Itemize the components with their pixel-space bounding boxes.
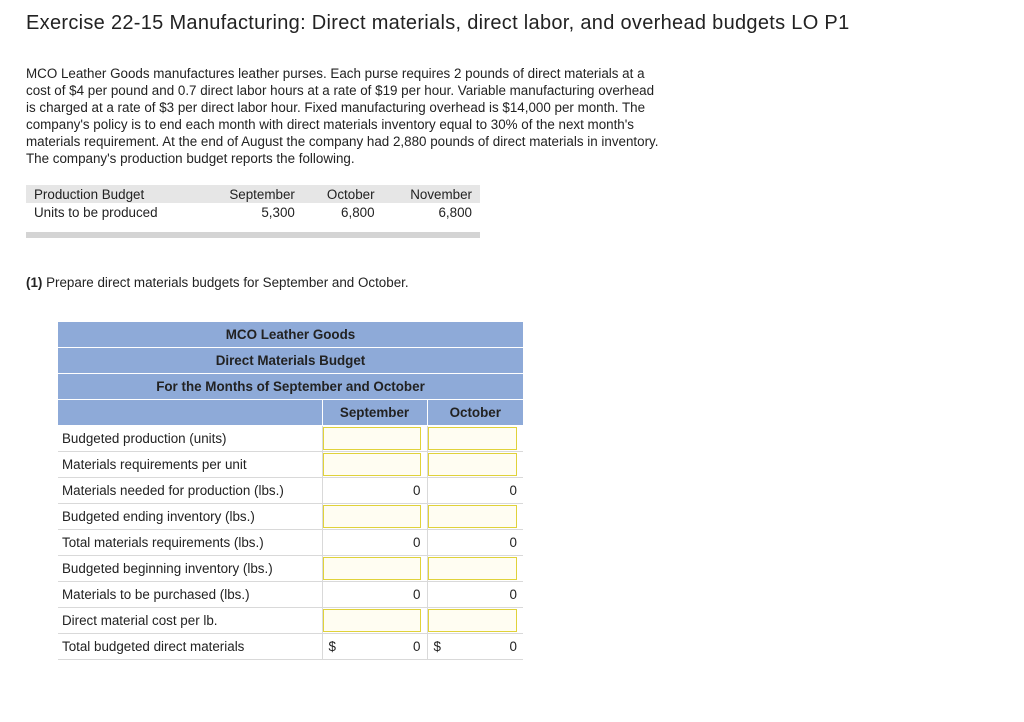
problem-line: is charged at a rate of $3 per direct labor hour. Fixed manufacturing overhead is $14,000 per month. The: [26, 100, 646, 115]
materials-needed-oct-value: 0: [427, 478, 523, 504]
problem-line: company's policy is to end each month with direct materials inventory equal to 30% of the next month's: [26, 117, 635, 132]
budget-row: [58, 530, 523, 556]
col-november: November: [383, 185, 480, 203]
budget-company: MCO Leather Goods: [58, 322, 523, 348]
total-direct-materials-oct: [427, 634, 523, 660]
input-cell[interactable]: [322, 608, 427, 634]
input-cell[interactable]: [427, 504, 523, 530]
blank-header: [58, 400, 322, 426]
ending-inventory-oct-input[interactable]: [428, 505, 518, 528]
materials-purchased-sep-value: 0: [322, 582, 427, 608]
row-label: Materials requirements per unit: [58, 452, 322, 478]
units-october: 6,800: [303, 203, 383, 235]
currency-symbol: $: [328, 639, 336, 654]
input-cell[interactable]: [427, 556, 523, 582]
budgeted-production-sep-input[interactable]: [323, 427, 421, 450]
budget-row: [58, 634, 523, 660]
input-cell[interactable]: [427, 608, 523, 634]
question-number: (1): [26, 275, 43, 290]
ending-inventory-sep-input[interactable]: [323, 505, 421, 528]
direct-materials-budget-table: [58, 322, 523, 660]
input-cell[interactable]: [322, 426, 427, 452]
total-direct-materials-sep: [322, 634, 427, 660]
units-row: [26, 203, 480, 235]
row-label: Budgeted ending inventory (lbs.): [58, 504, 322, 530]
total-requirements-sep-value: 0: [322, 530, 427, 556]
total-requirements-oct-value: 0: [427, 530, 523, 556]
problem-line: materials requirement. At the end of August the company had 2,880 pounds of direct materials in inventory.: [26, 134, 659, 149]
col-header-september: September: [322, 400, 427, 426]
exercise-title: Exercise 22-15 Manufacturing: Direct materials, direct labor, and overhead budgets LO P1: [26, 12, 850, 34]
currency-symbol: $: [433, 639, 441, 654]
units-label: Units to be produced: [26, 203, 201, 235]
budget-row: [58, 556, 523, 582]
total-direct-materials-sep-value: 0: [413, 639, 421, 654]
production-budget-table: [26, 185, 480, 238]
col-october: October: [303, 185, 383, 203]
beginning-inventory-sep-input[interactable]: [323, 557, 421, 580]
budget-row: [58, 504, 523, 530]
row-label: Materials to be purchased (lbs.): [58, 582, 322, 608]
question-1: [26, 275, 409, 290]
materials-purchased-oct-value: 0: [427, 582, 523, 608]
input-cell[interactable]: [322, 504, 427, 530]
materials-per-unit-oct-input[interactable]: [428, 453, 518, 476]
budget-row: [58, 426, 523, 452]
input-cell[interactable]: [322, 556, 427, 582]
budgeted-production-oct-input[interactable]: [428, 427, 518, 450]
problem-line: The company's production budget reports the following.: [26, 151, 355, 166]
total-direct-materials-oct-value: 0: [509, 639, 517, 654]
production-budget-title: Production Budget: [26, 185, 201, 203]
units-september: 5,300: [201, 203, 303, 235]
budget-row: [58, 608, 523, 634]
row-label: Total materials requirements (lbs.): [58, 530, 322, 556]
materials-needed-sep-value: 0: [322, 478, 427, 504]
budget-row: [58, 582, 523, 608]
row-label: Budgeted production (units): [58, 426, 322, 452]
budget-row: [58, 452, 523, 478]
col-september: September: [201, 185, 303, 203]
problem-line: MCO Leather Goods manufactures leather purses. Each purse requires 2 pounds of direct materials at a: [26, 66, 645, 81]
row-label: Total budgeted direct materials: [58, 634, 322, 660]
row-label: Direct material cost per lb.: [58, 608, 322, 634]
budget-row: [58, 478, 523, 504]
row-label: Materials needed for production (lbs.): [58, 478, 322, 504]
units-november: 6,800: [383, 203, 480, 235]
cost-per-lb-sep-input[interactable]: [323, 609, 421, 632]
budget-period: For the Months of September and October: [58, 374, 523, 400]
question-text: Prepare direct materials budgets for September and October.: [42, 275, 409, 290]
production-budget-header: [26, 185, 480, 203]
input-cell[interactable]: [427, 426, 523, 452]
input-cell[interactable]: [322, 452, 427, 478]
problem-statement: [26, 65, 736, 167]
problem-line: cost of $4 per pound and 0.7 direct labor hours at a rate of $19 per hour. Variable manufacturing overhead: [26, 83, 655, 98]
materials-per-unit-sep-input[interactable]: [323, 453, 421, 476]
col-header-october: October: [427, 400, 523, 426]
row-label: Budgeted beginning inventory (lbs.): [58, 556, 322, 582]
beginning-inventory-oct-input[interactable]: [428, 557, 518, 580]
budget-name: Direct Materials Budget: [58, 348, 523, 374]
cost-per-lb-oct-input[interactable]: [428, 609, 518, 632]
input-cell[interactable]: [427, 452, 523, 478]
